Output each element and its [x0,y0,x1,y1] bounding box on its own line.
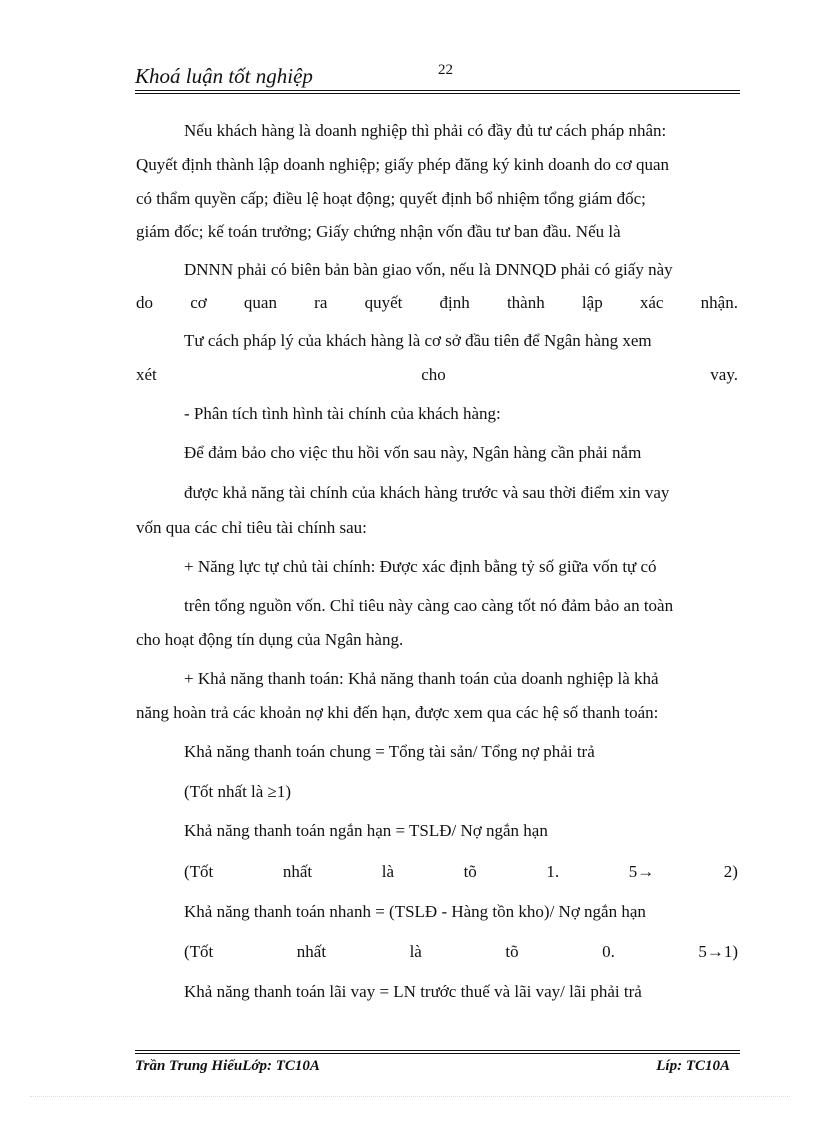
page-footer [135,1050,740,1080]
word: do [136,293,153,312]
text-line: giám đốc; kế toán trưởng; Giấy chứng nhận vốn đầu tư ban đầu. Nếu là [136,222,621,241]
text-line: cho hoạt động tín dụng của Ngân hàng. [136,630,404,649]
formula-note [136,939,738,965]
formula-line: Khả năng thanh toán lãi vay = LN trước thuế và lãi vay/ lãi phải trả [184,982,642,1001]
page-header [135,58,740,94]
word: xác [639,293,664,312]
word: tõ [505,942,519,961]
word: là [381,862,394,881]
header-rule-top [135,90,740,91]
text-line: trên tổng nguồn vốn. Chỉ tiêu này càng cao càng tốt nó đảm bảo an toàn [184,596,674,615]
word: 2) [723,862,738,881]
word: 5→1) [698,942,738,961]
text-line: vốn qua các chỉ tiêu tài chính sau: [136,518,367,537]
text-line: + Khả năng thanh toán: Khả năng thanh toán của doanh nghiệp là khả [184,669,659,688]
word: nhất [282,862,313,881]
formula-line: Khả năng thanh toán chung = Tổng tài sản/ Tổng nợ phải trả [184,742,595,761]
formula-note: (Tốt nhất là ≥1) [184,782,292,801]
page-number: 22 [438,62,453,78]
footer-author: Trần Trung HiếuLớp: TC10A [135,1058,320,1074]
page-bottom-divider [30,1096,790,1097]
word: 5→ [628,862,655,881]
text-line: Để đảm bảo cho việc thu hồi vốn sau này, Ngân hàng cần phải nắm [184,443,642,462]
spread-text-line [136,362,738,388]
word: xét [136,365,157,384]
word: (Tốt [184,942,214,961]
formula-line: Khả năng thanh toán nhanh = (TSLĐ - Hàng tồn kho)/ Nợ ngắn hạn [184,902,646,921]
text-line: được khả năng tài chính của khách hàng trước và sau thời điểm xin vay [184,483,670,502]
footer-rule-top [135,1050,740,1051]
word: cơ [190,293,207,312]
text-line: Nếu khách hàng là doanh nghiệp thì phải có đầy đủ tư cách pháp nhân: [184,121,667,140]
text-line: DNNN phải có biên bản bàn giao vốn, nếu là DNNQD phải có giấy này [184,260,673,279]
word: 1. [546,862,560,881]
header-rule-bottom [135,93,740,94]
spread-text-line [136,290,738,316]
word: (Tốt [184,862,214,881]
word: ra [314,293,328,312]
word: cho [421,365,446,384]
word: thành [506,293,545,312]
word: nhận. [700,293,738,312]
word: tõ [463,862,477,881]
footer-class: Líp: TC10A [656,1058,730,1074]
footer-rule-bottom [135,1053,740,1054]
word: quan [243,293,277,312]
word: vay. [710,365,738,384]
word: 0. [602,942,615,961]
word: quyết [364,293,403,312]
text-line: Tư cách pháp lý của khách hàng là cơ sở đầu tiên để Ngân hàng xem [184,331,652,350]
text-line: Quyết định thành lập doanh nghiệp; giấy phép đăng ký kinh doanh do cơ quan [136,155,670,174]
word: là [409,942,422,961]
word: nhất [296,942,327,961]
word: định [439,293,470,312]
text-line: có thẩm quyền cấp; điều lệ hoạt động; quyết định bổ nhiệm tổng giám đốc; [136,189,646,208]
word: lập [581,293,603,312]
text-line: + Năng lực tự chủ tài chính: Được xác định bằng tỷ số giữa vốn tự có [184,557,657,576]
text-line: năng hoàn trả các khoản nợ khi đến hạn, được xem qua các hệ số thanh toán: [136,703,659,722]
text-line: - Phân tích tình hình tài chính của khách hàng: [184,404,501,423]
formula-note [136,859,738,885]
document-title: Khoá luận tốt nghiệp [135,64,313,88]
formula-line: Khả năng thanh toán ngắn hạn = TSLĐ/ Nợ ngắn hạn [184,821,548,840]
